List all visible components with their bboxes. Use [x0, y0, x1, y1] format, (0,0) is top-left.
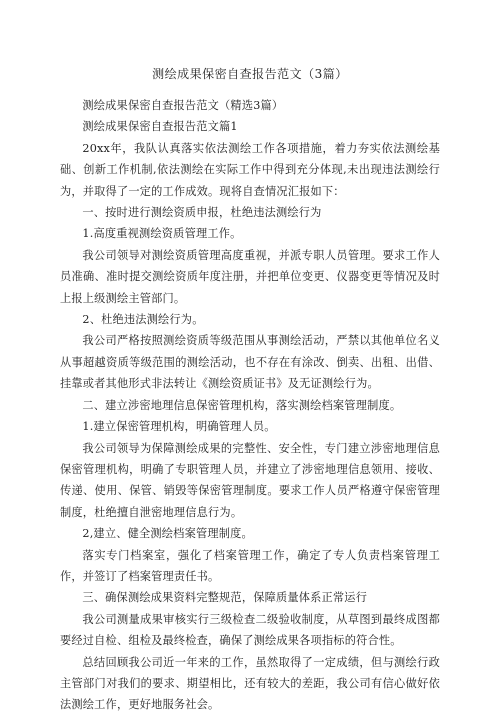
- heading-part-1: 一、按时进行测绘资质申报，杜绝违法测绘行为: [82, 206, 322, 220]
- paragraph-1-2: 我公司严格按照测绘资质等级范围从事测绘活动，严禁以其他单位名义从事超越资质等级范围的测绘活动，也不存在有涂改、倒卖、出租、出借、挂靠或者其他形式非法转让《测绘资质证书》及无证测绘行为。: [60, 334, 440, 391]
- paragraph-3: 我公司测量成果审核实行三级检查二级验收制度，从草图到最终成图都要经过自检、组检及最终检查，确保了测绘成果各项指标的符合性。: [60, 612, 440, 648]
- subheading-2-1: 1.建立保密管理机构，明确管理人员。: [82, 420, 276, 434]
- document-body: [60, 95, 440, 716]
- paragraph-1-1: 我公司领导对测绘资质管理高度重视，并派专职人员管理。要求工作人员准确、准时提交测绘资质年度注册，并把单位变更、仪器变更等情况及时上报上级测绘主管部门。: [60, 248, 440, 305]
- document-title: 测绘成果保密自查报告范文（3篇）: [152, 67, 348, 81]
- subheading-2-2: 2,建立、健全测绘档案管理制度。: [82, 527, 253, 541]
- paragraph-subtitle: 测绘成果保密自查报告范文（精选3篇）: [82, 99, 284, 112]
- heading-part-3: 三、确保测绘成果资料完整规范，保障质量体系正常运行: [82, 591, 368, 605]
- paragraph-2-1: 我公司领导为保障测绘成果的完整性、安全性，专门建立涉密地理信息保密管理机构，明确了专职管理人员，并建立了涉密地理信息领用、接收、传递、使用、保管、销毁等保密管理制度。要求工作人员严格遵守保密管理制度，杜绝擅自泄密地理信息行为。: [60, 441, 440, 519]
- subheading-1-2: 2、杜绝违法测绘行为。: [82, 313, 204, 327]
- subheading-1-1: 1.高度重视测绘资质管理工作。: [82, 227, 242, 241]
- paragraph-section-heading: 测绘成果保密自查报告范文篇1: [82, 120, 238, 134]
- paragraph-intro: 20xx年，我队认真落实依法测绘工作各项措施，着力夯实依法测绘基础、创新工作机制,依法测绘在实际工作中得到充分体现,未出现违法测绘行为，并取得了一定的工作成效。现将自查情况汇报如下：: [60, 141, 440, 198]
- paragraph-2-2: 落实专门档案室，强化了档案管理工作，确定了专人负责档案管理工作，并签订了档案管理责任书。: [60, 548, 440, 583]
- heading-part-2: 二、建立涉密地理信息保密管理机构，落实测绘档案管理制度。: [82, 398, 402, 412]
- paragraph-conclusion: 总结回顾我公司近一年来的工作，虽然取得了一定成绩，但与测绘行政主管部门对我们的要求、期望相比，还有较大的差距，我公司有信心做好依法测绘工作，更好地服务社会。: [60, 655, 440, 712]
